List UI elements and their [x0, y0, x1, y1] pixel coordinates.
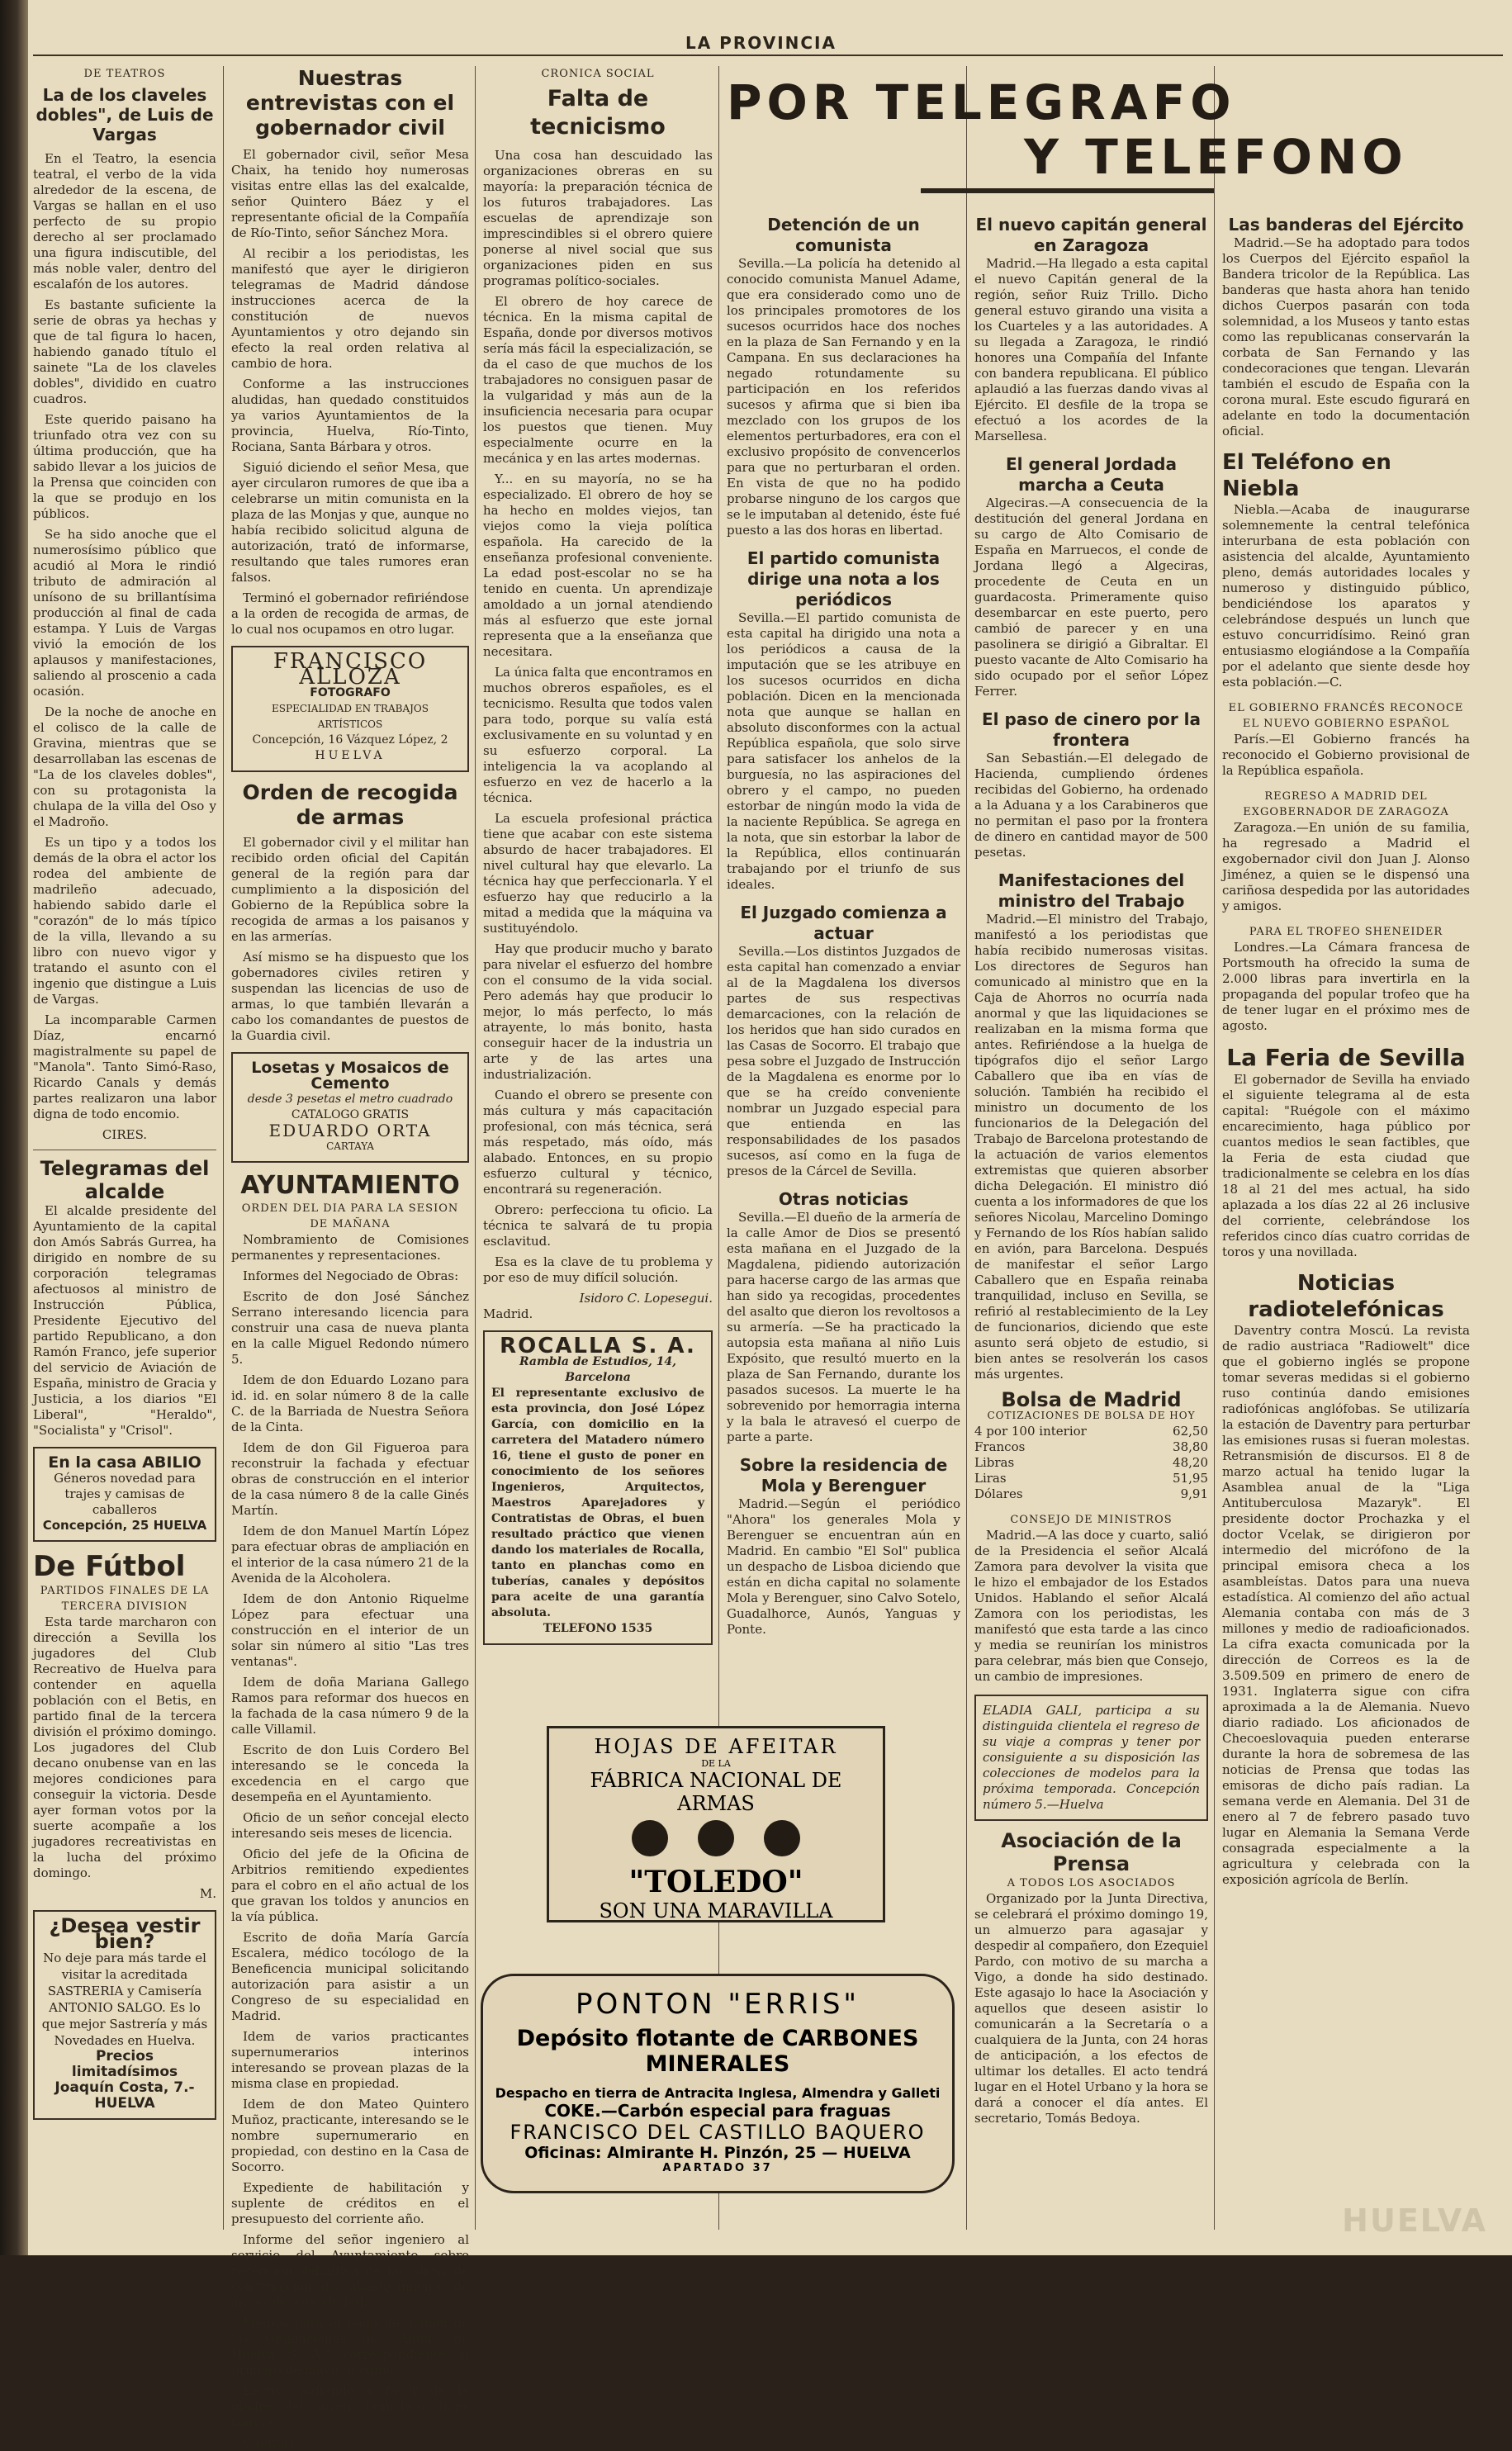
masthead	[33, 33, 1503, 56]
news-item: Detención de un comunista Sevilla.—La policía ha detenido al conocido comunista Manuel Adame, que era considerado como uno de los principales promotores de los sucesos ocurridos hace dos noches en la plaza de San Fernando y en la Campana. En sus declaraciones ha negado rotundamente su participación en los referidos sucesos y afirma que si bien iba mezclado con los grupos de los elementos perturbadores, era con el exclusivo propósito de convencerlos para que no perturbaran el orden. En vista de que no ha podido probarse ninguno de los cargos que se le imputaban al detenido, éste fué puesto a las dos horas en libertad.	[727, 215, 960, 538]
news-item: EL GOBIERNO FRANCÉS RECONOCE EL NUEVO GOBIERNO ESPAÑOL París.—El Gobierno francés ha reconocido el Gobierno provisional de la República española.	[1222, 702, 1470, 778]
news-item: CONSEJO DE MINISTROS Madrid.—A las doce y cuarto, salió de la Presidencia el señor Alcalá Zamora para devolver la visita que le hizo el embajador de los Estados Unidos. Hablando el señor Alcalá Zamora con los periodistas, les manifestó que esta tarde a las cinco y media se reunirían los ministros para celebrar, más bien que Consejo, un cambio de impresiones.	[974, 1514, 1208, 1684]
paragraph: Es un tipo y a todos los demás de la obra el actor los rodea del ambiente de madrileño adecuado, habiendo sabido darle el "corazón" de lo más típico de la villa, llevando a su libro con nuevo vigor y tratando el asunto con el ingenio que distingue a Luis de Vargas.	[33, 835, 216, 1007]
news-item: Sobre la residencia de Mola y Berenguer Madrid.—Según el periódico "Ahora" los generales Mola y Berenguer se encuentran aún en Madrid. En cambio "El Sol" publica un despacho de Lisboa diciendo que están en dicha capital no solamente Mola y Berenguer, sino Calvo Sotelo, Guadalhorce, Aunós, Yanguas y Ponte.	[727, 1455, 960, 1637]
article-title: De Fútbol	[33, 1550, 186, 1583]
column-rule	[966, 66, 967, 2230]
paragraph: En el Teatro, la esencia teatral, el verbo de la vida alrededor de la escena, de Vargas se hallan en el uso perfecto de su propio derecho al ser proclamado una figura indiscutible, del más noble valer, dentro del escalafón de los autores.	[33, 151, 216, 292]
paragraph: Se ha sido anoche que el numerosísimo público que acudió al Mora le rindió tributo de admiración al unísono de su brillantísima producción al final de cada estampa. Y Luis de Vargas vivió la emoción de los aplausos y manifestaciones, saliendo al proscenio a cada ocasión.	[33, 527, 216, 699]
column-rule	[223, 66, 224, 2230]
advertisement-abilio: En la casa ABILIO Géneros novedad para trajes y camisas de caballeros Concepción, 25 HUELVA	[33, 1447, 216, 1542]
article-title: Telegramas del alcalde	[40, 1157, 210, 1203]
paragraph: El alcalde presidente del Ayuntamiento de la capital don Amós Sabrás Gurrea, ha dirigido en nombre de su corporación telegramas afectuosos al ministro de Instrucción Pública, Presidente Ejecutivo del partido Republicano, a don Ramón Franco, jefe superior del servicio de Aviación de España, ministro de Gracia y Justicia, a los diarios "El Liberal", "Heraldo", "Socialista" y "Crisol".	[33, 1203, 216, 1438]
news-item: El Teléfono en Niebla Niebla.—Acaba de inaugurarse solemnemente la central telefónica interurbana de esta población con asistencia del alcalde, Ayuntamiento pleno, demás autoridades locales y numeroso y distinguido público, bendiciéndose los aparatos y celebrándose después un lunch que estuvo concurridísimo. Reinó gran entusiasmo elogiándose a la Compañía por el adelanto que siente desde hoy esta población.—C.	[1222, 450, 1470, 690]
section-kicker: DE TEATROS	[83, 68, 166, 80]
advertisement-ponton: PONTON "ERRIS" Depósito flotante de CARBONES MINERALES Despacho en tierra de Antracita Inglesa, Almendra y Galleti COKE.—Carbón especial para fraguas FRANCISCO DEL CASTILLO BAQUERO Oficinas: Almirante H. Pinzón, 25 — HUELVA APARTADO 37	[481, 1974, 955, 2193]
column-rule	[1214, 66, 1215, 2230]
news-item: Manifestaciones del ministro del Trabajo Madrid.—El ministro del Trabajo, manifestó a los periodistas que había recibido numerosas visitas. Los directores de Seguros han comunicado al ministro que en la Caja de Ahorros no ocurría nada anormal y que las liquidaciones se realizaban en la misma forma que antes. Refiriéndose a la huelga de tipógrafos dijo el señor Largo Caballero que iba en vías de solución. También ha recibido el ministro un documento de los funcionarios de la Delegación del Trabajo de Barcelona protestando de la actuación de varios elementos extremistas que quieren absorber dicha Delegación. El ministro dió cuenta a los informadores de que los señores Nicolau, Marcelino Domingo y Fernando de los Ríos habían salido en avión, para Barcelona. Después de manifestar el señor Largo Caballero que en España reinaba tranquilidad, incluso en Sevilla, se refirió al restablecimiento de la Ley de funcionarios, diciendo que este asunto será objeto de estudio, si bien antes se resolverán los casos más urgentes.	[974, 870, 1208, 1382]
column-1	[33, 66, 216, 2238]
section-kicker: CRONICA SOCIAL	[541, 68, 655, 80]
news-item: PARA EL TROFEO SHENEIDER Londres.—La Cámara francesa de Portsmouth ha ofrecido la suma de 2.000 libras para invertirla en la propaganda del popular trofeo que ha de tener lugar en el próximo mes de agosto.	[1222, 926, 1470, 1033]
news-item: Noticias radiotelefónicas Daventry contra Moscú. La revista de radio austriaca "Radiowelt" dice que el gobierno inglés se propone tomar severas medidas si el gobierno ruso continúa dando emisiones radiofónicas anglófobas. Se utilizaría la estación de Daventry para perturbar las emisiones rusas si fueran molestas. Retransmisión de discursos. El 8 de marzo actual ha tenido lugar la Asamblea anual de la "Liga Antituberculosa Mazaryk". El presidente doctor Prochazka y el doctor Vcelak, se dirigieron por intermedio del micrófono de la principal emisora checa a los asambleístas. Datos para una nueva estadística. Al comienzo del año actual Alemania contaba con más de 3 millones y medio de radioaficionados. La cifra exacta comunicada por la dirección de Correos es la de 3.509.509 en primero de enero de 1931. Inglaterra sigue con cifra aproximada a la de Alemania. Nuevo diario radiado. Los aficionados de Checoeslovaquia pueden enterarse durante la hora de sobremesa de las noticias de Prensa que todas las emisoras de dicho país radian. La semana verde en Alemania. Del 31 de enero al 7 de febrero pasado tuvo lugar en Alemania la Semana Verde consagrada especialmente a la agricultura y celebrada con la exposición agrícola de Berlín.	[1222, 1271, 1470, 1887]
news-item: REGRESO A MADRID DEL EXGOBERNADOR DE ZARAGOZA Zaragoza.—En unión de su familia, ha regresado a Madrid el exgobernador civil don Juan J. Alonso Jiménez, a quien se le dispensó una cariñosa despedida por las autoridades y amigos.	[1222, 790, 1470, 913]
page-binding	[0, 0, 28, 2255]
advertisement-sastreria: ¿Desea vestir bien? No deje para más tarde el visitar la acreditada SASTRERIA y Camisería ANTONIO SALGO. Es lo que mejor Sastrería y más Novedades en Huelva. Precios limitadísimos Joaquín Costa, 7.-HUELVA	[33, 1910, 216, 2120]
article-subtitle: PARTIDOS FINALES DE LA TERCERA DIVISION	[40, 1585, 210, 1613]
news-item: Las banderas del Ejército Madrid.—Se ha adoptado para todos los Cuerpos del Ejército español la Bandera tricolor de la República. Las banderas que hasta ahora han tenido dichos Cuerpos pasarán con toda solemnidad, a los Museos y tanto estas como las republicanas conservarán la corbata de San Fernando y las condecoraciones que tengan. Llevarán también el escudo de España con la corona mural. Este escudo figurará en adelante en todo la documentación oficial.	[1222, 215, 1470, 439]
headline-telegrafo: POR TELEGRAFO Y TELEFONO	[727, 74, 1470, 215]
column-6	[1222, 215, 1470, 2230]
advertisement-eladia: ELADIA GALI, participa a su distinguida clientela el regreso de su viaje a compras y tener por consiguiente a su disposición las colecciones de modelos para la próxima temporada. Concepción número 5.—Huelva	[974, 1695, 1208, 1821]
bolsa-row: Liras 51,95	[974, 1471, 1208, 1486]
news-item: Asociación de la Prensa A TODOS LOS ASOCIADOS Organizado por la Junta Directiva, se celebrará el próximo domingo 19, un almuerzo para agasajar y despedir al compañero, don Ezequiel Pardo, con motivo de su marcha a Vigo, a donde ha sido destinado. Este agasajo lo hace la Asociación y aquellos que deseen asistir lo comunicarán a la Secretaría o a cualquiera de la Junta, con 24 horas de anticipación, a los efectos de ultimar los detalles. El acto tendrá lugar en el Hotel Urbano y la hora se dará a conocer el día antes. El secretario, Tomás Bedoya.	[974, 1829, 1208, 2126]
toledo-dots	[549, 1820, 883, 1860]
paragraph: Es bastante suficiente la serie de obras ya hechas y que de tal figura lo hacen, habiendo ganado título el sainete "La de los claveles dobles", dividido en cuatro cuadros.	[33, 297, 216, 406]
bolsa-row: Dólares 9,91	[974, 1486, 1208, 1501]
article-title: Orden de recogida de armas	[242, 780, 458, 829]
advertisement-alloza: FRANCISCO ALLOZA FOTOGRAFO ESPECIALIDAD EN TRABAJOS ARTÍSTICOS Concepción, 16 Vázquez López, 2 HUELVA	[231, 646, 469, 772]
article-signature: CIRES.	[102, 1127, 148, 1142]
news-item: El nuevo capitán general en Zaragoza Madrid.—Ha llegado a esta capital el nuevo Capitán general de la región, señor Ruiz Trillo. Dicho general estuvo girando una visita a los Cuarteles y a las autoridades. A su llegada a Zaragoza, le rindió honores una Compañía del Infante con bandera republicana. El público aplaudió a las fuerzas dando vivas al Ejército. El desfile de la tropa se efectuó a los acordes de la Marsellesa.	[974, 215, 1208, 443]
column-3: CRONICA SOCIAL Falta de tecnicismo Una cosa han descuidado las organizaciones obreras en su mayoría: la preparación técnica de los futuros trabajadores. Las escuelas de aprendizaje son imprescindibles si el obrero quiere ponerse al nivel social que sus organizaciones piden en sus programas político-sociales. El obrero de hoy carece de técnica. En la misma capital de España, donde por diversos motivos sería más fácil la especialización, se da el caso de que muchos de los trabajadores no consiguen pasar de la vulgaridad y más aun de la insuficiencia necesaria para ocupar los puestos que tienen. Muy especialmente ocurre en la mecánica y en las artes modernas. Y... en su mayoría, no se ha especializado. El obrero de hoy se ha hecho en moldes viejos, tan viejos como la vieja política española. Ha carecido de la enseñanza profesional conveniente. La edad post-escolar no se ha tenido en cuenta. Un aprendizaje amoldado a un jornal atendiendo más al esfuerzo que este jornal representa que a la enseñanza que necesitara. La única falta que encontramos en muchos obreros españoles, es el tecnicismo. Resulta que todos valen para todo, porque su valía está exclusivamente en su voluntad y en su esfuerzo corporal. La inteligencia la va acoplando al esfuerzo en vez de hacerlo a la técnica. La escuela profesional práctica tiene que acabar con este sistema absurdo de hacer trabajadores. El nivel cultural hay que elevarlo. La técnica hay que perfeccionarla. Y el esfuerzo hay que reducirlo a la mitad a medida que la máquina va sustituyéndolo. Hay que producir mucho y barato para nivelar el esfuerzo del hombre con el consumo de la vida social. Pero además hay que producir lo mejor, lo más perfecto, lo más atrayente, lo más bonito, hasta conseguir hacer de la industria un arte y de las artes una industrialización. Cuando el obrero se presente con más cultura y más capacitación profesional, con más técnica, será más respetado, más oído, más alabado. Entonces, en su propio esfuerzo cultural y técnico, encontrará su regeneración. Obrero: perfecciona tu oficio. La técnica te salvará de tu propia esclavitud. Esa es la clave de tu problema y por eso de muy difícil solución. Isidoro C. Lopesegui. Madrid. ROCALLA S. A. Rambla de Estudios, 14, Barcelona El representante exclusivo de esta provincia, don José López García, con domicilio en la carretera del Matadero número 16, tiene el gusto de poner en conocimiento de los señores Ingenieros, Arquitectos, Maestros Aparejadores y Contratistas de Obras, el buen resultado práctico que vienen dando los materiales de Rocalla, tanto en planchas como en tuberías, canales y depósitos para aceite de una garantía absoluta. TELEFONO 1535	[483, 66, 713, 1965]
paragraph: Conforme a las instrucciones aludidas, han quedado constituidos ya varios Ayuntamientos de la provincia, Huelva, Río-Tinto, Rociana, Santa Bárbara y otros.	[231, 377, 469, 454]
headline-underline	[921, 188, 1214, 193]
news-item: El Juzgado comienza a actuar Sevilla.—Los distintos Juzgados de esta capital han comenzado a enviar al de la Magdalena los diversos partes de sus respectivas demarcaciones, con la relación de los heridos que han sido curados en las Casas de Socorro. El trabajo que pesa sobre el Juzgado de Instrucción de la Magdalena es enorme por lo que se ha creído conveniente nombrar un Juzgado especial para que entienda en las responsabilidades de los pasados sucesos, así como en la fuga de presos de la Cárcel de Sevilla.	[727, 903, 960, 1178]
advertisement-rocalla: ROCALLA S. A. Rambla de Estudios, 14, Barcelona El representante exclusivo de esta provincia, don José López García, con domicilio en la carretera del Matadero número 16, tiene el gusto de poner en conocimiento de los señores Ingenieros, Arquitectos, Maestros Aparejadores y Contratistas de Obras, el buen resultado práctico que vienen dando los materiales de Rocalla, tanto en planchas como en tuberías, canales y depósitos para aceite de una garantía absoluta. TELEFONO 1535	[483, 1330, 713, 1645]
article-title: La de los claveles dobles", de Luis de Vargas	[36, 85, 214, 145]
news-item: El paso de cinero por la frontera San Sebastián.—El delegado de Hacienda, cumpliendo órdenes recibidas del Gobierno, ha ordenado a la Aduana y a los Carabineros que no permitan el paso por la frontera de dinero en cantidad mayor de 500 pesetas.	[974, 709, 1208, 860]
news-item: Otras noticias Sevilla.—El dueño de la armería de la calle Amor de Dios se presentó esta mañana en el Juzgado de la Magdalena, pidiendo autorización para hacerse cargo de las armas que han sido ya recogidas, procedentes del asalto que dieron los revoltosos a su armería. —Se ha practicado la autopsia esta mañana al niño Luis Expósito, que resultó muerto en la plaza de San Fernando, durante los pasados sucesos. La muerte le ha sobrevenido por hemorragia interna y la bala le atravesó el cuerpo de parte a parte.	[727, 1189, 960, 1444]
paragraph: De la noche de anoche en el colisco de la calle de Gravina, mientras que se desarrollaban las escenas de "La de los claveles dobles", con su protagonista la chulapa de la villa del Oso y el Madroño.	[33, 704, 216, 829]
article-title: Falta de tecnicismo	[530, 86, 666, 140]
article-title: Nuestras entrevistas con el gobernador civil	[245, 66, 455, 140]
article-signature: Isidoro C. Lopesegui.	[579, 1291, 713, 1306]
paragraph: Así mismo se ha dispuesto que los gobernadores civiles retiren y suspendan las licencias de uso de armas, lo que también llevarán a cabo los comandantes de puestos de la Guardia civil.	[231, 950, 469, 1043]
advertisement-orta: Losetas y Mosaicos de Cemento desde 3 pesetas el metro cuadrado CATALOGO GRATIS EDUARDO ORTA CARTAYA	[231, 1052, 469, 1163]
article-subtitle: ORDEN DEL DIA PARA LA SESION DE MAÑANA	[241, 1202, 459, 1230]
news-item: El partido comunista dirige una nota a los periódicos Sevilla.—El partido comunista de esta capital ha dirigido una nota a los periódicos a causa de la imputación que se les atribuye en los sucesos ocurridos en dicha población. Dicen en la mencionada nota que aunque se hallan en absoluto disconformes con la actual República española, que solo sirve para satisfacer los anhelos de la burguesía, no las aspiraciones del obrero y el campo, no pueden estorbar de ningún modo la vida de la naciente República. Se agrega en la nota, que sin estorbar la labor de la República, ellos continuarán trabajando por el triunfo de sus ideales.	[727, 548, 960, 892]
archive-stamp: HUELVA	[1342, 2202, 1487, 2239]
column-4	[727, 215, 960, 1726]
bolsa-row: 4 por 100 interior 62,50	[974, 1424, 1208, 1439]
paragraph: Este querido paisano ha triunfado otra vez con su última producción, que ha sabido llevar a los juicios de la Prensa que coinciden con la que se produjo en los públicos.	[33, 412, 216, 521]
paragraph: Terminó el gobernador refiriéndose a la orden de recogida de armas, de lo cual nos ocupamos en otro lugar.	[231, 590, 469, 637]
masthead-title: LA PROVINCIA	[685, 33, 837, 53]
paragraph: Siguió diciendo el señor Mesa, que ayer circularon rumores de que iba a celebrarse un mitin comunista en la plaza de las Monjas y que, aunque no había recibido solicitud alguna de autorización, trató de informarse, resultando que tales rumores eran falsos.	[231, 460, 469, 585]
bolsa-table: Bolsa de Madrid COTIZACIONES DE BOLSA DE HOY 4 por 100 interior 62,50 Francos 38,80 Libras 48,20 Liras 51,95 Dólares 9,91	[974, 1388, 1208, 1501]
column-2: Nuestras entrevistas con el gobernador civil El gobernador civil, señor Mesa Chaix, ha tenido hoy numerosas visitas entre ellas las del exalcalde, señor Quintero Báez y el representante oficial de la Compañía de Río-Tinto, señor Sánchez Mora. Al recibir a los periodistas, les manifestó que ayer le dirigieron telegramas de Madrid dándose instrucciones acerca de la constitución de nuevos Ayuntamientos y otro dejando sin efecto la real orden relativa al cambio de hora. Conforme a las instrucciones aludidas, han quedado constituidos ya varios Ayuntamientos de la provincia, Huelva, Río-Tinto, Rociana, Santa Bárbara y otros. Siguió diciendo el señor Mesa, que ayer circularon rumores de que iba a celebrarse un mitin comunista en la plaza de las Monjas y que, aunque no había recibido solicitud alguna de autorización, trató de informarse, resultando que tales rumores eran falsos. Terminó el gobernador refiriéndose a la orden de recogida de armas, de lo cual nos ocupamos en otro lugar. FRANCISCO ALLOZA FOTOGRAFO ESPECIALIDAD EN TRABAJOS ARTÍSTICOS Concepción, 16 Vázquez López, 2 HUELVA Orden de recogida de armas El gobernador civil y el militar han recibido orden oficial del Capitán general de la región para dar cumplimiento a la disposición del Gobierno de la República sobre la recogida de armas a los paisanos y en las armerías. Así mismo se ha dispuesto que los gobernadores civiles retiren y suspendan las licencias de uso de armas, lo que también llevarán a cabo los comandantes de puestos de la Guardia civil. Losetas y Mosaicos de Cemento desde 3 pesetas el metro cuadrado CATALOGO GRATIS EDUARDO ORTA CARTAYA AYUNTAMIENTO ORDEN DEL DIA PARA LA SESION DE MAÑANA Nombramiento de Comisiones permanentes y representaciones. Informes del Negociado de Obras: Escrito de don José Sánchez Serrano interesando licencia para construir una casa de nueva planta en la calle Miguel Redondo número 5. Idem de don Eduardo Lozano para id. id. en solar número 8 de la calle C. de la Barriada de Nuestra Señora de la Cinta. Idem de don Gil Figueroa para reconstruir la fachada y efectuar obras de construcción en el interior de la casa número 8 de la calle Ginés Martín. Idem de don Manuel Martín López para efectuar obras de ampliación en el interior de la casa número 21 de la Avenida de la Alcoholera. Idem de don Antonio Riquelme López para efectuar una construcción en el interior de un solar sin número al sitio "Las tres ventanas". Idem de doña Mariana Gallego Ramos para reformar dos huecos en la fachada de la casa número 9 de la calle Villamil. Escrito de don Luis Cordero Bel interesando se le conceda la excedencia en el cargo que desempeña en el Ayuntamiento. Oficio de un señor concejal electo interesando seis meses de licencia. Oficio del jefe de la Oficina de Arbitrios remitiendo expedientes para el cobro en el año actual de los que gravan los toldos y anuncios en la vía pública. Escrito de doña María García Escalera, médico tocólogo de la Beneficencia municipal solicitando autorización para asistir a un Congreso de su especialidad en Madrid. Idem de varios practicantes supernumerarios interinos interesando se provean plazas de la misma clase en propiedad. Idem de don Mateo Quintero Muñoz, practicante, interesando se le nombre supernumerario en propiedad, con destino en la Casa de Socorro. Expediente de habilitación y suplente de créditos en el presupuesto del corriente año. Informe del señor ingeniero al servicio del Ayuntamiento sobre recepción definitiva de las obras de construcción del abastecimiento de aguas de esta ciudad. Medios para el pago del cupón de las Obligaciones de "Aguas de Huelva S. A." correspondiente al primero de mayo próximo. Escrito pidiendo a favor de la madre del joven Francisco Boza García. Cuentas.	[231, 66, 469, 2450]
paragraph: Esta tarde marcharon con dirección a Sevilla los jugadores del Club Recreativo de Huelva para contender en aquella población con el Betis, en partido final de la tercera división el próximo domingo. Los jugadores del Club decano onubense van en las mejores condiciones para conseguir la victoria. Desde ayer forman votos por la suerte acompañe a los jugadores recreativistas en la lucha del próximo domingo.	[33, 1614, 216, 1880]
paragraph: El gobernador civil, señor Mesa Chaix, ha tenido hoy numerosas visitas entre ellas las del exalcalde, señor Quintero Báez y el representante oficial de la Compañía de Río-Tinto, señor Sánchez Mora.	[231, 147, 469, 240]
news-item: El general Jordada marcha a Ceuta Algeciras.—A consecuencia de la destitución del general Jordana en su cargo de Alto Comisario de España en Marruecos, el conde de Jordana llegó a Algeciras, procedente de Ceuta en un guardacosta. Primeramente quiso desembarcar en este puerto, pero cambió de parecer y en una pasolinera se dirigió a Gibraltar. El puesto vacante de Alto Comisario ha sido ocupado por el señor López Ferrer.	[974, 454, 1208, 699]
article-signature: M.	[199, 1886, 216, 1901]
paragraph: La incomparable Carmen Díaz, encarnó magistralmente su papel de "Manola". Tanto Simó-Raso, Ricardo Canals y demás partes realizaron una labor digna de todo encomio.	[33, 1012, 216, 1121]
paragraph: Al recibir a los periodistas, les manifestó que ayer le dirigieron telegramas de Madrid dándose instrucciones acerca de la constitución de nuevos Ayuntamientos y otro dejando sin efecto la real orden relativa al cambio de hora.	[231, 246, 469, 371]
article-title: AYUNTAMIENTO	[240, 1171, 460, 1200]
column-5	[974, 215, 1208, 2230]
bolsa-row: Francos 38,80	[974, 1439, 1208, 1454]
advertisement-toledo: HOJAS DE AFEITAR DE LA FÁBRICA NACIONAL DE ARMAS "TOLEDO" SON UNA MARAVILLA	[547, 1726, 885, 1922]
column-rule	[475, 66, 476, 2230]
paragraph: El gobernador civil y el militar han recibido orden oficial del Capitán general de la región para dar cumplimiento a la disposición del Gobierno de la República sobre la recogida de armas a los paisanos y en las armerías.	[231, 835, 469, 944]
bolsa-row: Libras 48,20	[974, 1455, 1208, 1470]
news-item: La Feria de Sevilla El gobernador de Sevilla ha enviado el siguiente telegrama al de esta capital: "Ruégole con el máximo encarecimiento, haga público por cuantos medios le sean factibles, que la Feria de esta ciudad que tradicionalmente se celebra en los días 18 al 21 del mes actual, ha sido aplazada a los días 22 al 26 inclusive del corriente, celebrándose los referidos cinco días cuatro corridas de toros y una novillada.	[1222, 1044, 1470, 1259]
